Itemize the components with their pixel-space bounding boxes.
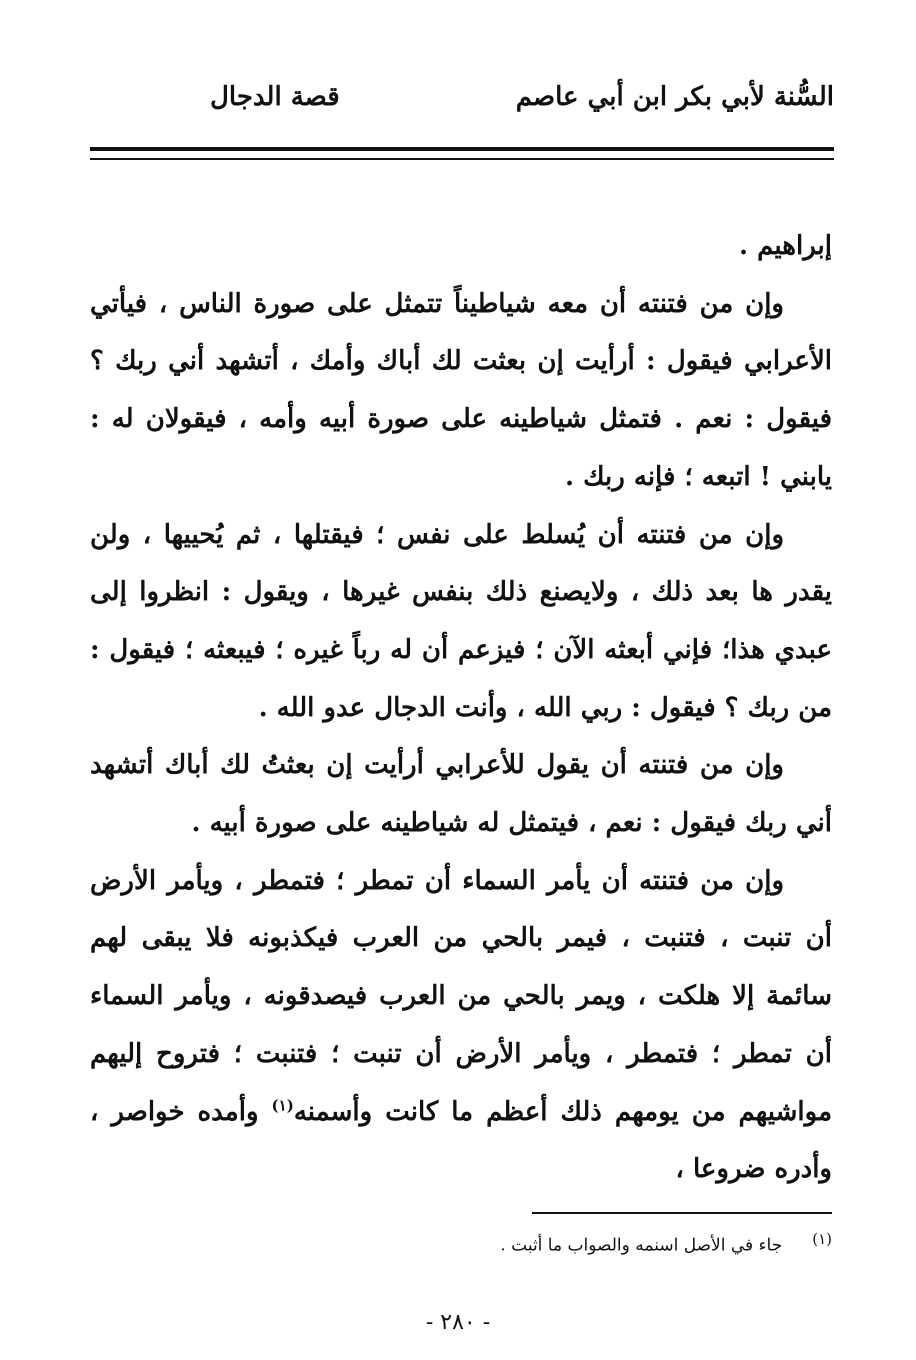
footnote-reference: (١) xyxy=(271,1095,294,1114)
paragraph-2: وإن من فتنته أن معه شياطيناً تتمثل على صورة الناس ، فيأتي الأعرابي فيقول : أرأيت إن بعثت لك أباك وأمك ، أتشهد أني ربك ؟ فيقول : نعم . فتمثل شياطينه على صورة أبيه وأمه ، فيقولان له : يابني ! اتبعه ؛ فإنه ربك . xyxy=(90,288,832,492)
header-rule-thick xyxy=(90,147,834,151)
footnote-text: جاء في الأصل اسنمه والصواب ما أثبت . xyxy=(500,1235,783,1256)
footnote xyxy=(500,1230,832,1256)
paragraph-5-continuation: وأمده خواصر ، وأدره ضروعا ، xyxy=(90,1096,832,1185)
chapter-title: قصة الدجال xyxy=(210,82,340,112)
paragraph-1: إبراهيم . xyxy=(739,231,832,261)
page-number: - ٢٨٠ - xyxy=(425,1310,491,1335)
paragraph-3: وإن من فتنته أن يُسلط على نفس ؛ فيقتلها ، ثم يُحييها ، ولن يقدر ها بعد ذلك ، ولايصنع ذلك بنفس غيرها ، ويقول : انظروا إلى عبدي هذا؛ فإني أبعثه الآن ؛ فيزعم أن له رباً غيره ؛ فيبعثه ؛ فيقول : من ربك ؟ فيقول : ربي الله ، وأنت الدجال عدو الله . xyxy=(90,519,832,723)
paragraph-5 xyxy=(90,853,832,1199)
footnote-separator xyxy=(532,1212,832,1214)
running-header xyxy=(90,82,834,122)
book-title: السُّنة لأبي بكر ابن أبي عاصم xyxy=(515,82,834,112)
paragraph-5-text: وإن من فتنته أن يأمر السماء أن تمطر ؛ فتمطر ، ويأمر الأرض أن تنبت ، فتنبت ، فيمر بالحي من العرب فيكذبونه فلا يبقى لهم سائمة إلا هلكت ، ويمر بالحي من العرب فيصدقونه ، ويأمر السماء أن تمطر ؛ فتمطر ، ويأمر الأرض أن تنبت ؛ فتنبت ؛ فتروح إليهم مواشيهم من يومهم ذلك أعظم ما كانت وأسمنه xyxy=(90,865,832,1127)
footnote-number: (١) xyxy=(812,1230,832,1248)
body-text xyxy=(90,218,832,1199)
paragraph-4: وإن من فتنته أن يقول للأعرابي أرأيت إن بعثتُ لك أباك أتشهد أني ربك فيقول : نعم ، فيتمثل له شياطينه على صورة أبيه . xyxy=(90,750,832,839)
header-rule-thin xyxy=(90,158,834,160)
